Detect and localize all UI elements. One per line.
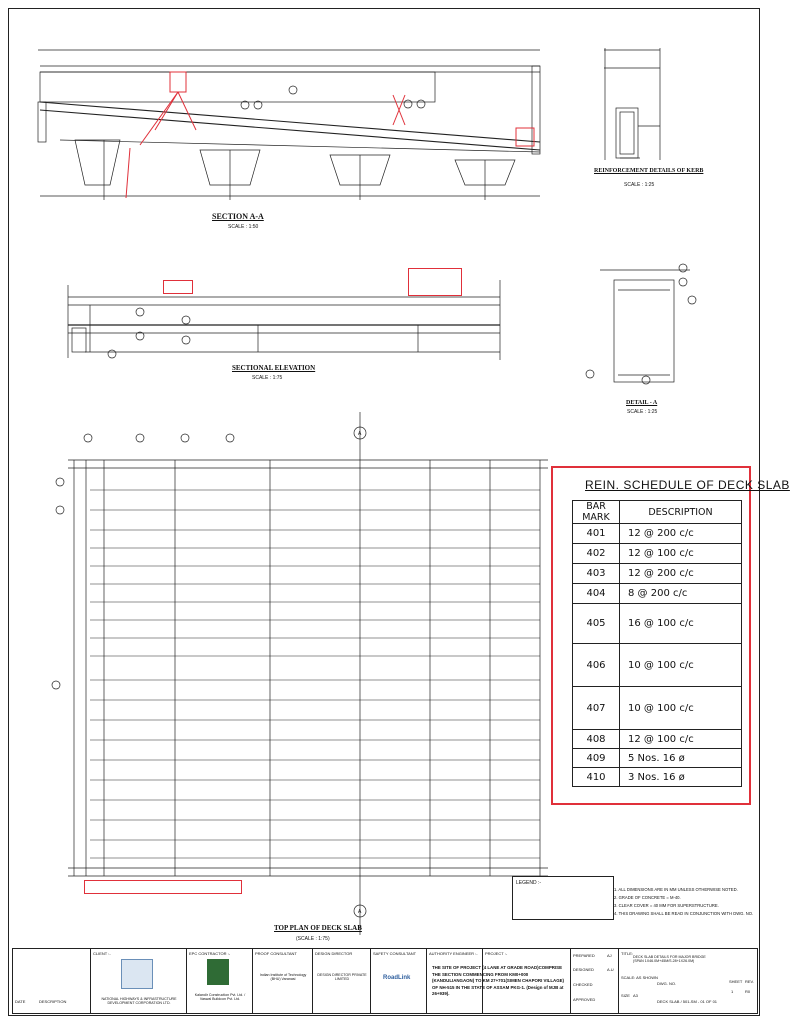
authority-label: AUTHORITY ENGINEER :- [429,951,478,956]
sectional-elevation-title: SECTIONAL ELEVATION [232,364,316,372]
bar-description: 8 @ 200 c/c [620,584,742,604]
prepared-label: PREPARED [573,953,595,958]
bar-mark: 405 [573,604,620,644]
table-row [573,604,742,644]
bar-description: 16 @ 100 c/c [620,604,742,644]
safety-org: RoadLink [383,975,411,981]
markup-box-elevation-left [163,280,193,294]
note-item: 3. CLEAR COVER = 40 MM FOR SUPERSTRUCTURE. [614,903,719,908]
table-row [573,524,742,544]
prepared-value: AJ [607,953,612,958]
dwg-no-label: DWG. NO. [657,981,677,986]
table-row [573,564,742,584]
client-logo [121,959,153,989]
note-item: 2. GRADE OF CONCRETE = M-40. [614,895,681,900]
legend-title: LEGEND :- [516,880,542,886]
top-plan-title: TOP PLAN OF DECK SLAB [274,924,362,932]
description-label: DESCRIPTION [39,999,67,1004]
bar-mark: 409 [573,749,620,768]
epc-logo [207,959,229,985]
sheet-value: 1 [731,989,734,994]
table-row [573,584,742,604]
proof-org: Indian Institute of Technology (BHU) Varanasi [259,973,307,981]
epc-cell [187,949,253,1013]
rev-label: REV. [745,979,754,984]
detail-a-drawing [586,264,696,384]
sheet-label: SHEET [729,979,743,984]
table-header-row [573,501,742,524]
bar-description: 10 @ 100 c/c [620,644,742,687]
client-org: NATIONAL HIGHWAYS & INFRASTRUCTURE DEVELOPMENT CORPORATION LTD. [101,997,177,1005]
bar-mark: 407 [573,687,620,730]
table-row [573,544,742,564]
proof-label: PROOF CONSULTANT [255,951,297,956]
detail-a-title: DETAIL - A [626,400,658,406]
designed-label: DESIGNED [573,967,594,972]
staff-cell [571,949,619,1013]
project-description: THE SITE OF PROJECT (4 LANE AT GRADE ROAD)COMPRISE THE SECTION COMMENCING FROM KM0+000 (KANDULIANGAON) TO KM 27+701(SIMEN CHAPORI VILLAGE) OF NH-515 IN THE STATE OF ASSAM PKG-1. (Design of MJB at 26+939). [432,965,565,996]
table-row [573,687,742,730]
sectional-elevation-scale: SCALE : 1:75 [252,375,283,381]
note-item: 4. THIS DRAWING SHALL BE READ IN CONJUNCTION WITH DWG. NO. [614,911,754,916]
size-value: A3 [633,993,638,998]
revision-cell [13,949,91,1013]
approved-label: APPROVED [573,997,596,1002]
bar-description: 12 @ 200 c/c [620,524,742,544]
designed-value: A.U [607,967,614,972]
safety-label: SAFETY CONSULTANT [373,951,417,956]
bar-mark: 401 [573,524,620,544]
section-aa-drawing [38,50,540,200]
section-marker-top: A [358,431,362,437]
epc-label: EPC CONTRACTOR :- [189,951,231,956]
bar-description: 3 Nos. 16 ø [620,768,742,787]
header-description: DESCRIPTION [620,501,742,524]
client-cell [91,949,187,1013]
dwg-no-value: DECK SLAB / 501-SM - 01 OF 01 [657,999,718,1004]
top-plan-scale: (SCALE : 1:75) [296,936,330,942]
bar-mark: 408 [573,730,620,749]
table-row [573,749,742,768]
section-aa-title: SECTION A-A [212,212,264,221]
safety-cell [371,949,427,1013]
title-block [12,948,758,1014]
title-label: TITLE: [621,951,634,956]
bar-description: 12 @ 100 c/c [620,730,742,749]
bar-description: 12 @ 100 c/c [620,544,742,564]
table-row [573,730,742,749]
markup-box-plan-dims [84,880,242,894]
checked-label: CHECKED [573,982,593,987]
date-label: DATE [15,999,26,1004]
section-marker-bottom: A [358,909,362,915]
scale-label: SCALE: AS SHOWN [621,975,658,980]
title-cell [619,949,757,1013]
bar-mark: 406 [573,644,620,687]
bar-mark: 404 [573,584,620,604]
design-label: DESIGN DIRECTOR [315,951,353,956]
kerb-title: REINFORCEMENT DETAILS OF KERB [594,168,704,174]
kerb-detail-drawing [604,48,660,160]
table-row [573,768,742,787]
general-notes [614,886,753,918]
top-plan-drawing [52,412,548,935]
bar-description: 5 Nos. 16 ø [620,749,742,768]
schedule-title: REIN. SCHEDULE OF DECK SLAB [585,478,790,492]
note-item: 1. ALL DIMENSIONS ARE IN MM UNLESS OTHERWISE NOTED. [614,887,738,892]
kerb-scale: SCALE : 1:25 [624,182,655,188]
bar-description: 12 @ 200 c/c [620,564,742,584]
size-label: SIZE [621,993,630,998]
section-aa-scale: SCALE : 1:50 [228,224,259,230]
header-bar-mark: BAR MARK [573,501,620,524]
reinforcement-schedule-table [572,500,742,787]
bar-mark: 410 [573,768,620,787]
table-row [573,644,742,687]
detail-a-scale: SCALE : 1:25 [627,409,658,415]
rev-value: R0 [745,989,751,994]
bar-mark: 403 [573,564,620,584]
proof-cell [253,949,313,1013]
project-label: PROJECT :- [485,951,508,956]
design-org: DESIGN DIRECTOR PRIVATE LIMITED [317,973,367,981]
design-cell [313,949,371,1013]
bar-mark: 402 [573,544,620,564]
legend-box [512,876,614,920]
bar-description: 10 @ 100 c/c [620,687,742,730]
drawing-title: DECK SLAB DETAILS FOR MAJOR BRIDGE (SPAN 1X46.0M+45M/S.28+1X26.0M) [633,955,706,963]
client-label: CLIENT :- [93,951,111,956]
epc-org: Kalandir Construction Pvt. Ltd. / Vaswal Buildcon Pvt. Ltd. [194,993,246,1001]
markup-box-elevation-right [408,268,462,296]
